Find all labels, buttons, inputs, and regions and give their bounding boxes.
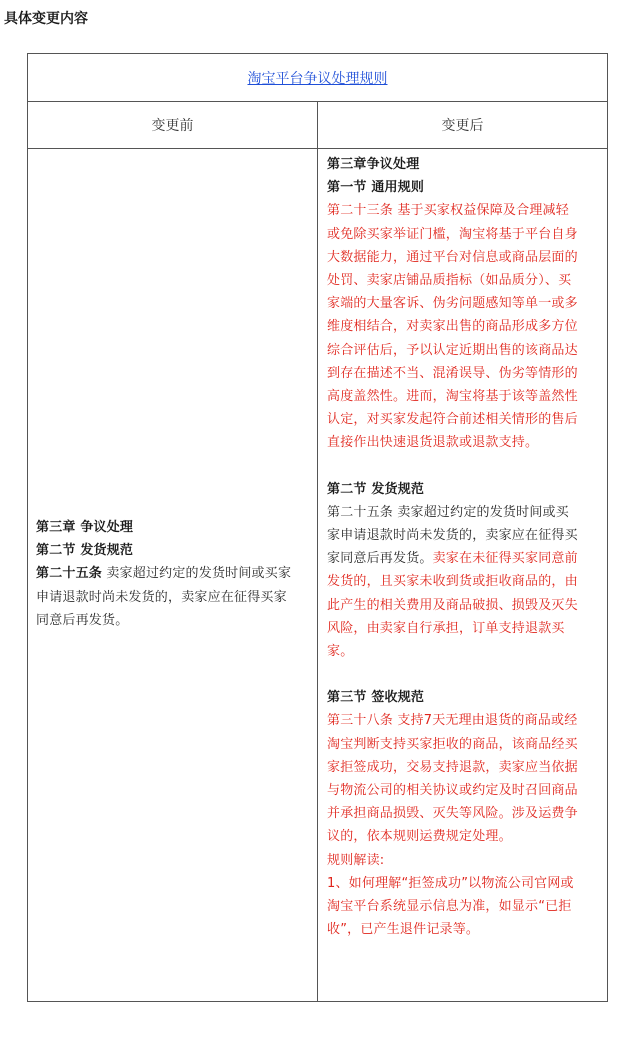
before-section: 第二节 发货规范 xyxy=(36,543,134,559)
after-article38 xyxy=(327,709,599,848)
before-cell xyxy=(28,149,318,1001)
before-article-label: 第二十五条 xyxy=(36,566,103,582)
article-line: 第二十五条 卖家超过约定的发货时间或买 xyxy=(327,504,569,520)
after-chapter: 第三章争议处理 xyxy=(327,157,420,172)
article-added-text: 卖家在未征得买家同意前 xyxy=(432,551,578,567)
article-line: 维度相结合，对卖家出售的商品形成多方位 xyxy=(327,319,578,335)
change-table xyxy=(27,53,608,1002)
after-article25 xyxy=(327,501,599,663)
article-line: 直接作出快速退货退款或退款支持。 xyxy=(327,435,539,451)
after-cell xyxy=(318,149,607,1001)
article-line: 与物流公司的相关协议或约定及时召回商品 xyxy=(327,783,578,799)
spacer xyxy=(327,455,599,478)
article-line: 或免除买家举证门槛，淘宝将基于平台自身 xyxy=(327,226,578,242)
after-section1-title: 第一节 通用规则 xyxy=(327,180,425,196)
article-line: 淘宝判断支持买家拒收的商品，该商品经买 xyxy=(327,736,578,752)
article-line: 高度盖然性。进而，淘宝将基于该等盖然性 xyxy=(327,389,578,405)
article-line: 认定，对买家发起符合前述相关情形的售后 xyxy=(327,412,578,428)
before-article-line xyxy=(36,562,311,585)
rule-title-link[interactable]: 淘宝平台争议处理规则 xyxy=(247,70,388,87)
article-line: 家。 xyxy=(327,644,354,660)
interpretation-line: 收”，已产生退件记录等。 xyxy=(327,922,480,938)
article-line: 此产生的相关费用及商品破损、损毁及灭失 xyxy=(327,597,578,613)
article-line: 风险，由卖家自行承担，订单支持退款买 xyxy=(327,620,565,636)
interpretation-line: 淘宝平台系统显示信息为准，如显示“已拒 xyxy=(327,899,572,915)
header-before: 变更前 xyxy=(28,102,318,148)
before-article-line: 申请退款时尚未发货的，卖家应在征得买家 xyxy=(36,589,287,605)
header-after: 变更后 xyxy=(441,118,484,134)
table-title-row xyxy=(28,54,607,102)
article-line: 并承担商品损毁、灭失等风险。涉及运费争 xyxy=(327,806,578,822)
spacer xyxy=(327,663,599,686)
article-line: 第三十八条 支持7天无理由退货的商品或经 xyxy=(327,713,578,729)
article-line: 家拒签成功，交易支持退款，卖家应当依据 xyxy=(327,759,578,775)
after-section3-title: 第三节 签收规范 xyxy=(327,690,425,706)
before-content xyxy=(36,516,311,632)
after-section2-title: 第二节 发货规范 xyxy=(327,481,425,497)
before-chapter: 第三章 争议处理 xyxy=(36,520,134,535)
table-body-row xyxy=(28,149,607,1001)
before-article-text: 卖家超过约定的发货时间或买家 xyxy=(102,566,292,582)
article-line: 第二十三条 基于买家权益保障及合理减轻 xyxy=(327,203,569,219)
table-header-row xyxy=(28,102,607,149)
article-line: 发货的，且买家未收到货或拒收商品的，由 xyxy=(327,574,578,590)
article-line: 大数据能力，通过平台对信息或商品层面的 xyxy=(327,249,578,265)
article-text: 家同意后再发货。 xyxy=(327,551,433,567)
before-article-line: 同意后再发货。 xyxy=(36,612,129,628)
article-line: 处罚、卖家店铺品质指标（如品质分）、买 xyxy=(327,273,572,289)
article-line xyxy=(327,547,599,570)
article-line: 综合评估后，予以认定近期出售的该商品达 xyxy=(327,342,578,358)
after-article23 xyxy=(327,199,599,454)
page-heading: 具体变更内容 xyxy=(4,11,88,27)
article-line: 家申请退款时尚未发货的，卖家应在征得买 xyxy=(327,528,578,544)
article-line: 家端的大量客诉、伪劣问题感知等单一或多 xyxy=(327,296,578,312)
interpretation-title: 规则解读: xyxy=(327,852,385,868)
article-line: 议的，依本规则运费规定处理。 xyxy=(327,829,512,845)
interpretation-line: 1、如何理解“拒签成功”以物流公司官网或 xyxy=(327,875,574,891)
article-line: 到存在描述不当、混淆误导、伪劣等情形的 xyxy=(327,365,578,381)
interpretation-body xyxy=(327,872,599,942)
